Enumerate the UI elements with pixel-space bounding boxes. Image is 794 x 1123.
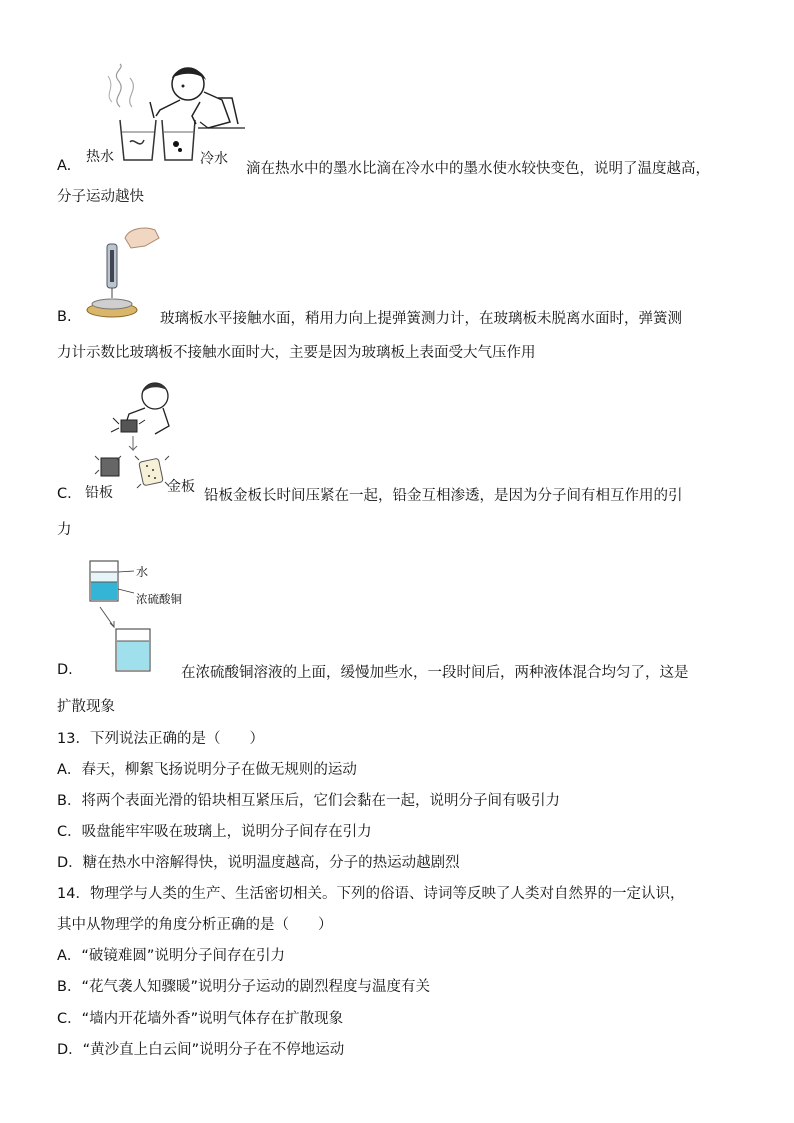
figure-hot-cold-water bbox=[86, 62, 245, 172]
question-13-stem: 13．下列说法正确的是（ ） bbox=[57, 731, 264, 747]
option-letter-a: A. bbox=[57, 158, 72, 174]
q14-option-b: B．“花气袭人知骤暖”说明分子运动的剧烈程度与温度有关 bbox=[57, 979, 430, 995]
q13-option-c: C．吸盘能牢牢吸在玻璃上，说明分子间存在引力 bbox=[57, 824, 372, 840]
question-14-stem-2: 其中从物理学的角度分析正确的是（ ） bbox=[57, 917, 333, 933]
figure-spring-scale-glass bbox=[85, 224, 160, 322]
q13-option-b: B．将两个表面光滑的铅块相互紧压后，它们会黏在一起，说明分子间有吸引力 bbox=[57, 793, 560, 809]
item-c-text-2: 力 bbox=[57, 522, 72, 538]
item-a-text-1: 滴在热水中的墨水比滴在冷水中的墨水使水较快变色，说明了温度越高， bbox=[246, 161, 710, 177]
option-letter-d: D. bbox=[57, 662, 73, 678]
q14-option-d: D．“黄沙直上白云间”说明分子在不停地运动 bbox=[57, 1042, 345, 1058]
label-gold-plate: 金板 bbox=[167, 479, 195, 495]
item-d-text-2: 扩散现象 bbox=[57, 699, 115, 715]
option-letter-b: B. bbox=[57, 309, 72, 325]
item-c-text-1: 铅板金板长时间压紧在一起，铅金互相渗透，是因为分子间有相互作用的引 bbox=[204, 488, 683, 504]
option-letter-c: C. bbox=[57, 486, 72, 502]
item-d-text-1: 在浓硫酸铜溶液的上面，缓慢加些水，一段时间后，两种液体混合均匀了，这是 bbox=[181, 665, 689, 681]
figure-copper-sulfate-diffusion bbox=[88, 557, 188, 677]
label-lead-plate: 铅板 bbox=[85, 485, 113, 501]
item-a-text-2: 分子运动越快 bbox=[57, 189, 144, 205]
label-hot-water: 热水 bbox=[86, 149, 114, 165]
label-copper-sulfate: 浓硫酸铜 bbox=[136, 592, 182, 606]
item-b-text-1: 玻璃板水平接触水面，稍用力向上提弹簧测力计，在玻璃板未脱离水面时，弹簧测 bbox=[160, 311, 682, 327]
q13-option-a: A．春天，柳絮飞扬说明分子在做无规则的运动 bbox=[57, 762, 357, 778]
q13-option-d: D．糖在热水中溶解得快，说明温度越高，分子的热运动越剧烈 bbox=[57, 855, 460, 871]
label-cold-water: 冷水 bbox=[200, 151, 228, 167]
q14-option-a: A．“破镜难圆”说明分子间存在引力 bbox=[57, 948, 285, 964]
question-14-stem-1: 14．物理学与人类的生产、生活密切相关。下列的俗语、诗词等反映了人类对自然界的一定认识， bbox=[57, 886, 685, 902]
q14-option-c: C．“墙内开花墙外香”说明气体存在扩散现象 bbox=[57, 1011, 344, 1027]
label-water: 水 bbox=[136, 565, 149, 579]
figure-lead-gold-plates bbox=[85, 378, 205, 500]
item-b-text-2: 力计示数比玻璃板不接触水面时大，主要是因为玻璃板上表面受大气压作用 bbox=[57, 345, 536, 361]
